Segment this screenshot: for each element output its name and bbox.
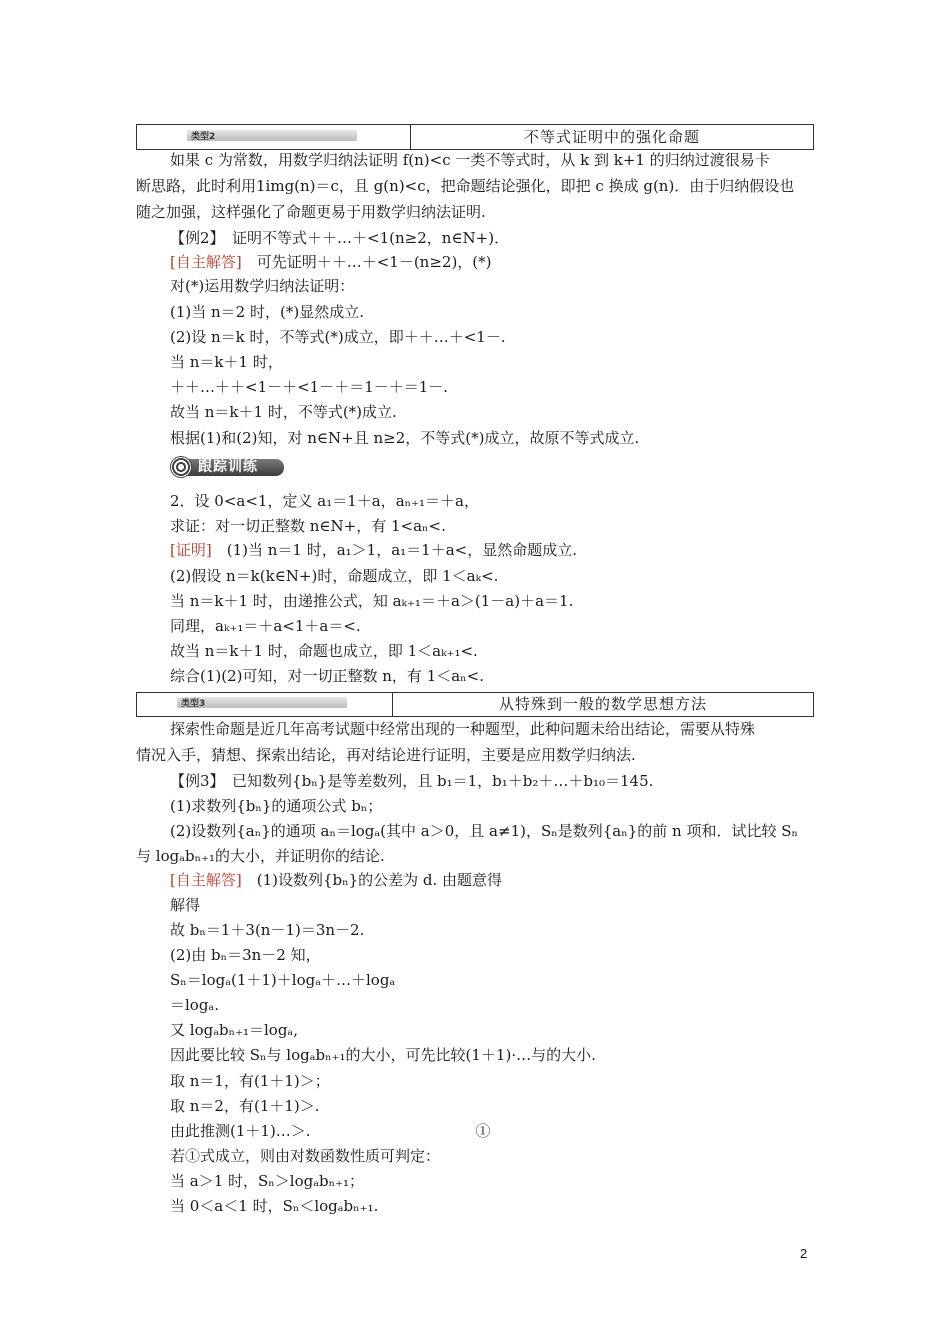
answer-label: [自主解答] — [170, 871, 242, 889]
example-2-line: (1)当 n＝2 时，(*)显然成立. — [170, 303, 364, 321]
example-2-line: ＋＋…＋＋<1－＋<1－＋＝1－＋＝1－. — [170, 378, 449, 396]
section-2-tag-cell — [137, 125, 411, 149]
training-proof-line: 同理，aₖ₊₁＝＋a<1＋a＝<. — [170, 617, 361, 635]
section-2-title: 不等式证明中的强化命题 — [523, 128, 700, 146]
example-3-answer-line: 由此推测(1＋1)…＞. ① — [170, 1122, 491, 1140]
section-3-header — [136, 692, 814, 717]
example-2-line: 对(*)运用数学归纳法证明： — [170, 277, 355, 295]
section-3-title: 从特殊到一般的数学思想方法 — [498, 695, 707, 713]
example-2-line: 当 n＝k＋1 时， — [170, 353, 283, 371]
training-problem-2: 求证：对一切正整数 n∈N+，有 1<aₙ<. — [170, 517, 446, 535]
proof-label: [证明] — [170, 541, 212, 559]
example-3-answer-line: 取 n＝1，有(1＋1)＞； — [170, 1072, 330, 1090]
example-3-line: (1)求数列{bₙ}的通项公式 bₙ； — [170, 797, 383, 815]
training-problem-1: 2．设 0<a<1，定义 a₁＝1＋a，aₙ₊₁＝＋a， — [170, 492, 479, 510]
example-2-line: 根据(1)和(2)知，对 n∈N+且 n≥2，不等式(*)成立，故原不等式成立. — [170, 429, 640, 447]
example-3-answer-line: 若①式成立，则由对数函数性质可判定： — [170, 1147, 441, 1165]
section-2-header — [136, 124, 814, 150]
example-3-answer-line: 当 a＞1 时，Sₙ＞logₐbₙ₊₁； — [170, 1172, 365, 1190]
example-3-line: (2)设数列{aₙ}的通项 aₙ＝logₐ(其中 a＞0，且 a≠1)，Sₙ是数列{aₙ}的前 n 项和．试比较 Sₙ — [170, 822, 798, 840]
training-band — [184, 459, 284, 476]
training-proof-first — [170, 540, 577, 560]
answer-label: [自主解答] — [170, 253, 242, 271]
training-banner — [170, 456, 285, 480]
page-number: 2 — [800, 1246, 808, 1261]
target-icon — [170, 456, 192, 478]
example-3-answer-line: 因此要比较 Sₙ与 logₐbₙ₊₁的大小，可先比较(1＋1)·…与的大小. — [170, 1046, 596, 1064]
section-tag-badge — [187, 130, 357, 141]
example-3-answer-line: (2)由 bₙ＝3n－2 知， — [170, 946, 321, 964]
section-3-intro-1: 探索性命题是近几年高考试题中经常出现的一种题型，此种问题未给出结论，需要从特殊 — [170, 720, 756, 738]
example-2-line: (2)设 n＝k 时，不等式(*)成立，即＋＋…＋<1－. — [170, 328, 506, 346]
section-2-intro-3: 随之加强，这样强化了命题更易于用数学归纳法证明. — [136, 203, 486, 221]
section-tag-badge — [177, 697, 347, 708]
example-3-line: 【例3】 已知数列{bₙ}是等差数列，且 b₁＝1，b₁＋b₂＋…＋b₁₀＝145. — [170, 772, 654, 790]
example-3-answer-line: 故 bₙ＝1＋3(n－1)＝3n－2. — [170, 921, 365, 939]
example-3-answer-line: 解得 — [170, 896, 201, 914]
answer-text: (1)设数列{bₙ}的公差为 d. 由题意得 — [241, 871, 503, 889]
section-2-intro-1: 如果 c 为常数，用数学归纳法证明 f(n)<c 一类不等式时，从 k 到 k+1 的归纳过渡很易卡 — [170, 151, 770, 169]
example-2-answer-first — [170, 252, 492, 272]
example-3-answer-line: 又 logₐbₙ₊₁＝logₐ, — [170, 1021, 298, 1039]
proof-text: (1)当 n＝1 时，a₁＞1，a₁＝1＋a<，显然命题成立. — [211, 541, 577, 559]
example-3-answer-line: 取 n＝2，有(1＋1)＞. — [170, 1097, 320, 1115]
section-3-tag-cell — [137, 693, 393, 716]
example-3-answer-line: ＝logₐ. — [170, 996, 219, 1014]
section-2-intro-2: 断思路，此时利用1img(n)＝c，且 g(n)<c，把命题结论强化，即把 c 换成 g(n)．由于归纳假设也 — [136, 177, 795, 195]
training-label: 跟踪训练 — [198, 459, 258, 475]
section-3-intro-2: 情况入手，猜想、探索出结论，再对结论进行证明，主要是应用数学归纳法. — [136, 746, 636, 764]
example-3-answer-line: 当 0＜a＜1 时，Sₙ＜logₐbₙ₊₁. — [170, 1197, 379, 1215]
training-proof-line: 当 n＝k＋1 时，由递推公式，知 aₖ₊₁＝＋a＞(1－a)＋a＝1. — [170, 592, 574, 610]
section-3-tag: 类型3 — [181, 699, 206, 709]
example-2-statement: 【例2】 证明不等式＋＋…＋<1(n≥2，n∈N+)． — [170, 229, 510, 247]
example-3-answer-first — [170, 870, 502, 890]
training-proof-line: 故当 n＝k＋1 时，命题也成立，即 1＜aₖ₊₁<. — [170, 642, 478, 660]
answer-text: 可先证明＋＋…＋<1－(n≥2)，(*) — [241, 253, 492, 271]
example-3-cont: 与 logₐbₙ₊₁的大小，并证明你的结论. — [136, 847, 385, 865]
training-proof-line: (2)假设 n＝k(k∈N+)时，命题成立，即 1＜aₖ<. — [170, 567, 499, 585]
example-3-answer-line: Sₙ＝logₐ(1＋1)＋logₐ＋…＋logₐ — [170, 971, 396, 989]
training-proof-line: 综合(1)(2)可知，对一切正整数 n，有 1＜aₙ<. — [170, 667, 485, 685]
example-2-line: 故当 n＝k＋1 时，不等式(*)成立. — [170, 403, 397, 421]
section-2-tag: 类型2 — [191, 132, 216, 142]
